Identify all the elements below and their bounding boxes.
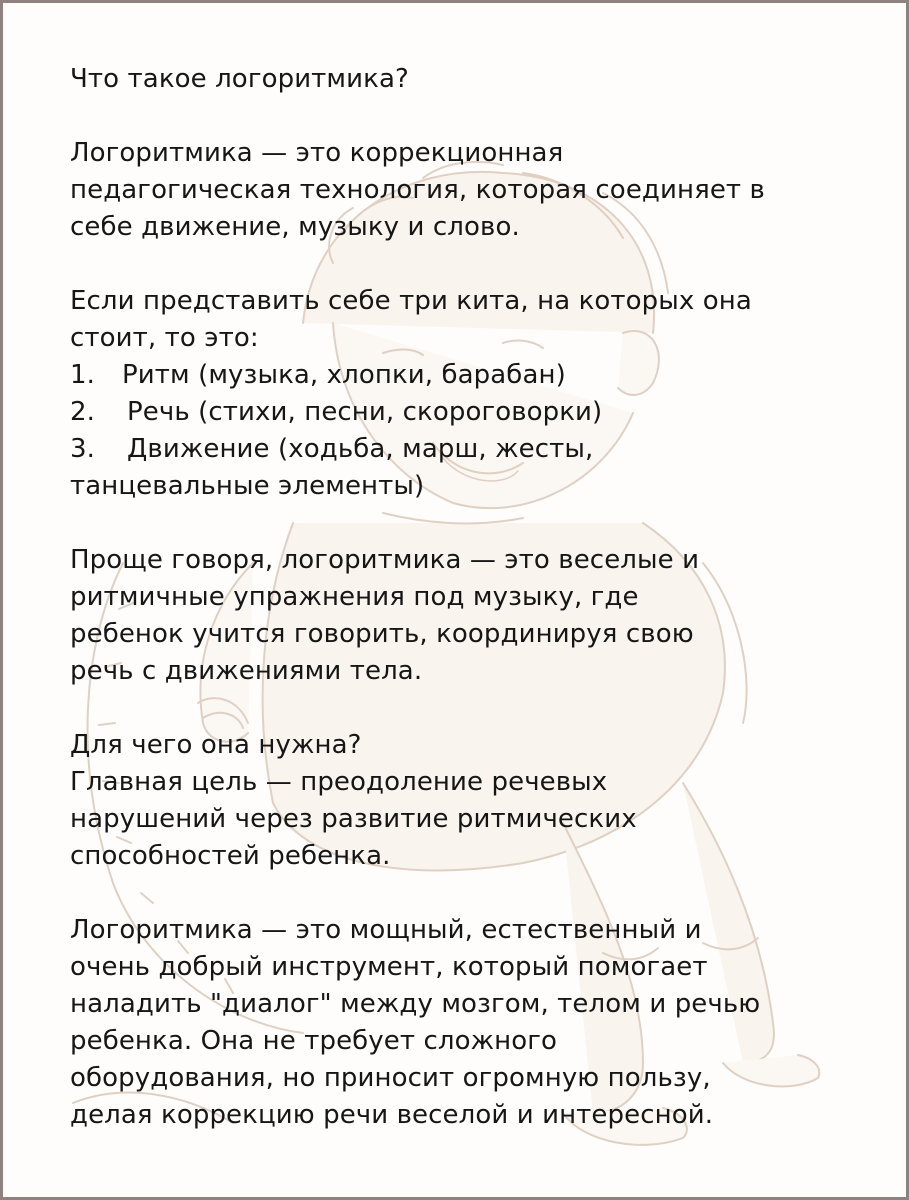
explanation-line: Проще говоря, логоритмика — это веселые и <box>70 545 700 575</box>
definition-line: Логоритмика — это коррекционная <box>70 138 564 168</box>
conclusion-line: очень добрый инструмент, который помогает <box>70 952 708 982</box>
heading-block <box>70 61 900 98</box>
whales-intro-line: Если представить себе три кита, на которых она <box>70 286 752 316</box>
whales-intro-line: стоит, то это: <box>70 323 259 353</box>
conclusion-line: ребенка. Она не требует сложного <box>70 1026 558 1056</box>
conclusion-line: делая коррекцию речи веселой и интересной. <box>70 1100 714 1130</box>
conclusion-line: Логоритмика — это мощный, естественный и <box>70 915 702 945</box>
purpose-block <box>70 727 900 875</box>
list-item <box>70 357 900 394</box>
purpose-answer-line: способностей ребенка. <box>70 841 391 871</box>
list-item-text: Ритм (музыка, хлопки, барабан) <box>122 360 566 390</box>
list-item-continuation: танцевальные элементы) <box>70 471 425 501</box>
list-number: 1. <box>70 360 96 390</box>
purpose-question: Для чего она нужна? <box>70 730 362 760</box>
explanation-line: речь с движениями тела. <box>70 656 423 686</box>
heading: Что такое логоритмика? <box>70 64 409 94</box>
list-item-text: Движение (ходьба, марш, жесты, <box>127 434 594 464</box>
three-whales-block <box>70 283 900 505</box>
conclusion-line: оборудования, но приносит огромную пользу, <box>70 1063 711 1093</box>
list-number: 2. <box>70 397 96 427</box>
explanation-line: ребенок учится говорить, координируя свою <box>70 619 694 649</box>
explanation-line: ритмичные упражнения под музыку, где <box>70 582 639 612</box>
list-item <box>70 394 900 431</box>
purpose-answer-line: Главная цель — преодоление речевых <box>70 767 608 797</box>
list-item <box>70 431 900 468</box>
conclusion-line: наладить "диалог" между мозгом, телом и речью <box>70 989 761 1019</box>
article-text <box>70 61 900 1171</box>
definition-line: педагогическая технология, которая соединяет в <box>70 175 765 205</box>
definition-line: себе движение, музыку и слово. <box>70 212 520 242</box>
list-item-text: Речь (стихи, песни, скороговорки) <box>127 397 603 427</box>
purpose-answer-line: нарушений через развитие ритмических <box>70 804 637 834</box>
simple-explanation-paragraph <box>70 542 900 690</box>
list-number: 3. <box>70 434 96 464</box>
conclusion-paragraph <box>70 912 900 1134</box>
definition-paragraph <box>70 135 900 246</box>
